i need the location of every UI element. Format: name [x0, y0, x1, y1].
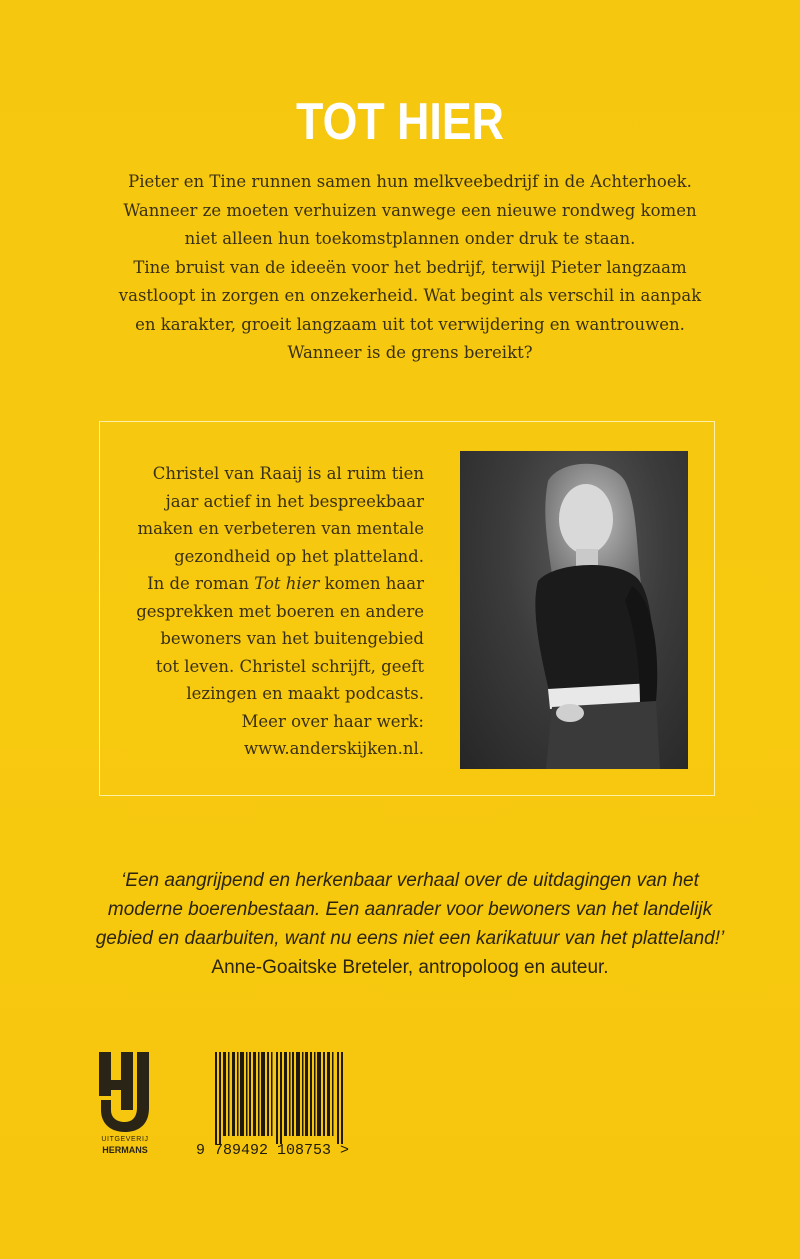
- blurb-line: en karakter, groeit langzaam uit tot verwijdering en wantrouwen.: [135, 314, 685, 334]
- bio-book-title: Tot hier: [254, 574, 320, 593]
- author-portrait-illustration: [460, 451, 688, 769]
- blurb-line: Pieter en Tine runnen samen hun melkveebedrijf in de Achterhoek.: [128, 172, 692, 191]
- bio-line: Christel van Raaij is al ruim tien: [152, 464, 424, 483]
- bio-line: lezingen en maakt podcasts.: [186, 684, 424, 703]
- bio-line: gesprekken met boeren en andere: [136, 601, 424, 621]
- quote-line: gebied en daarbuiten, want nu eens niet een karikatuur van het platteland!’: [95, 928, 725, 949]
- bio-line: jaar actief in het bespreekbaar: [165, 491, 424, 511]
- publisher-logo: [97, 1050, 153, 1162]
- publisher-label: UITGEVERIJ: [101, 1136, 149, 1143]
- author-bio: [112, 460, 424, 763]
- blurb-line: Wanneer ze moeten verhuizen vanwege een nieuwe rondweg komen: [123, 200, 697, 220]
- author-photo: [460, 451, 688, 769]
- quote-line: ‘Een aangrijpend en herkenbaar verhaal over de uitdagingen van het: [121, 870, 699, 891]
- barcode-icon: [215, 1052, 345, 1144]
- bio-line: Meer over haar werk:: [241, 711, 424, 731]
- blurb-line: Tine bruist van de ideeën voor het bedrijf, terwijl Pieter langzaam: [133, 257, 687, 277]
- bio-line: tot leven. Christel schrijft, geeft: [155, 656, 424, 676]
- blurb-line: Wanneer is de grens bereikt?: [287, 343, 533, 362]
- review-quote: [60, 866, 760, 982]
- quote-attribution: Anne-Goaitske Breteler, antropoloog en auteur.: [211, 957, 609, 978]
- quote-line: moderne boerenbestaan. Een aanrader voor bewoners van het landelijk: [107, 899, 713, 920]
- bio-line-suffix: komen haar: [319, 574, 424, 593]
- hermans-logo-icon: [97, 1050, 153, 1134]
- isbn-barcode: [196, 1052, 366, 1162]
- bio-line: maken en verbeteren van mentale: [137, 519, 424, 538]
- isbn-number: 9 789492 108753 >: [196, 1142, 350, 1159]
- publisher-name: HERMANS: [102, 1145, 148, 1155]
- bio-line: bewoners van het buitengebied: [160, 629, 424, 648]
- author-website: www.anderskijken.nl.: [244, 739, 424, 758]
- bio-line: gezondheid op het platteland.: [174, 546, 424, 566]
- blurb-line: vastloopt in zorgen en onzekerheid. Wat begint als verschil in aanpak: [118, 286, 702, 305]
- synopsis-blurb: [60, 168, 760, 368]
- book-title: TOT HIER: [296, 93, 504, 151]
- bio-line-with-title: [112, 570, 424, 598]
- bio-line-prefix: In de roman: [147, 574, 255, 593]
- blurb-line: niet alleen hun toekomstplannen onder druk te staan.: [184, 229, 636, 248]
